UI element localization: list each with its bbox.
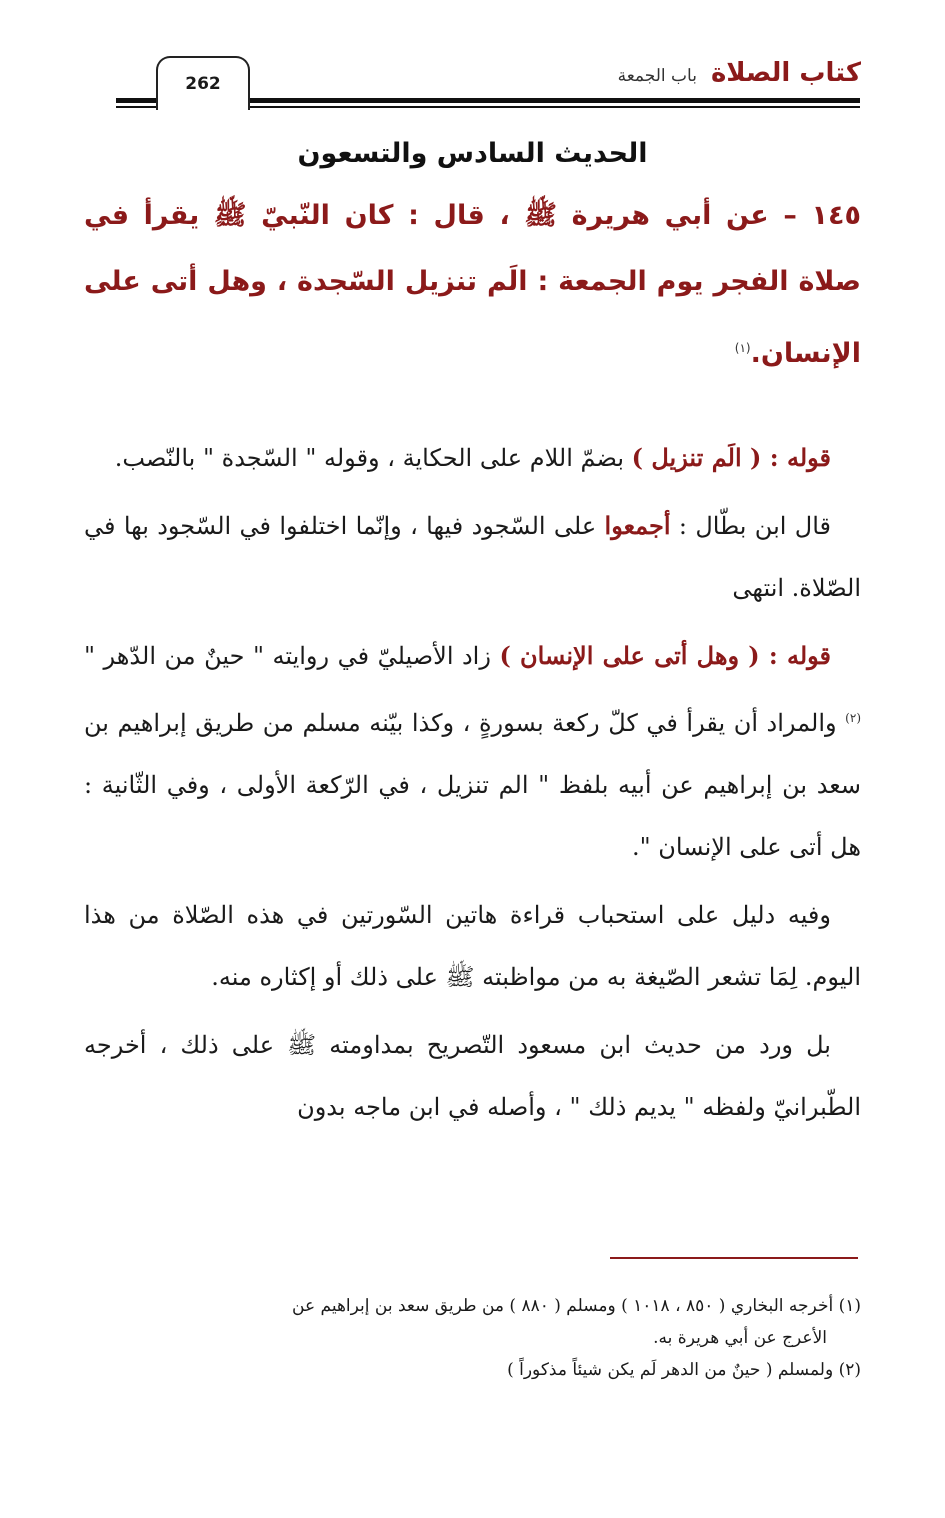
paragraph-3-text-a: زاد الأصيليّ في روايته " حينٌ من الدّهر "	[84, 642, 500, 670]
hadith-text	[84, 183, 861, 387]
paragraph-2-text: على السّجود فيها ، وإنّما اختلفوا في السّجود بها في الصّلاة. انتهى	[84, 512, 861, 602]
paragraph-1-label: قوله : ( الَم تنزيل )	[631, 443, 831, 472]
paragraph-3-label: قوله : ( وهل أتى على الإنسان )	[499, 641, 832, 670]
page-number: 262	[185, 74, 221, 94]
paragraph-3-text-b: والمراد أن يقرأ في كلّ ركعة بسورةٍ ، وكذا بيّنه مسلم من طريق إبراهيم بن سعد بن إبراهيم عن أبيه بلفظ " الم تنزيل ، في الرّكعة الأولى ، وفي الثّانية : هل أتى على الإنسان ".	[84, 709, 861, 861]
paragraph-2	[84, 495, 861, 619]
paragraph-1	[84, 427, 861, 489]
main-content	[84, 130, 861, 1144]
footnote-2: (٢) ولمسلم ( حينٌ من الدهر لَم يكن شيئاً مذكوراً )	[507, 1360, 861, 1380]
paragraph-3	[84, 625, 861, 878]
hadith-body: ١٤٥ – عن أبي هريرة ﷺ ، قال : كان النّبيّ ﷺ يقرأ في صلاة الفجر يوم الجمعة : الَم تنزيل السّجدة ، وهل أتى على الإنسان.	[84, 200, 861, 369]
footnotes	[84, 1290, 861, 1386]
footnote-divider	[610, 1257, 858, 1259]
paragraph-2-pre: قال ابن بطّال :	[670, 512, 831, 540]
paragraph-5-text: بل ورد من حديث ابن مسعود التّصريح بمداومته ﷺ على ذلك ، أخرجه الطّبرانيّ ولفظه " يديم ذلك " ، وأصله في ابن ماجه بدون	[84, 1031, 861, 1121]
paragraph-4	[84, 884, 861, 1008]
book-title: كتاب الصلاة	[710, 58, 861, 88]
footnote-1-continued: الأعرج عن أبي هريرة به.	[653, 1328, 827, 1348]
page-header	[0, 0, 945, 120]
paragraph-4-text: وفيه دليل على استحباب قراءة هاتين السّورتين في هذه الصّلاة من هذا اليوم. لِمَا تشعر الصّيغة به من مواظبته ﷺ على ذلك أو إكثاره منه.	[84, 901, 861, 991]
page-number-box	[156, 56, 250, 110]
paragraph-1-text: بضمّ اللام على الحكاية ، وقوله " السّجدة " بالنّصب.	[114, 444, 632, 472]
footnote-ref-1: (١)	[734, 341, 751, 355]
hadith-heading: الحديث السادس والتسعون	[297, 138, 648, 169]
paragraph-5	[84, 1014, 861, 1138]
footnote-ref-2: (٢)	[845, 711, 861, 725]
paragraph-2-label: أجمعوا	[604, 511, 671, 540]
footnote-1: (١) أخرجه البخاري ( ٨٥٠ ، ١٠١٨ ) ومسلم ( ٨٨٠ ) من طريق سعد بن إبراهيم عن	[292, 1296, 861, 1316]
chapter-title: باب الجمعة	[617, 66, 697, 86]
running-header	[618, 58, 861, 88]
